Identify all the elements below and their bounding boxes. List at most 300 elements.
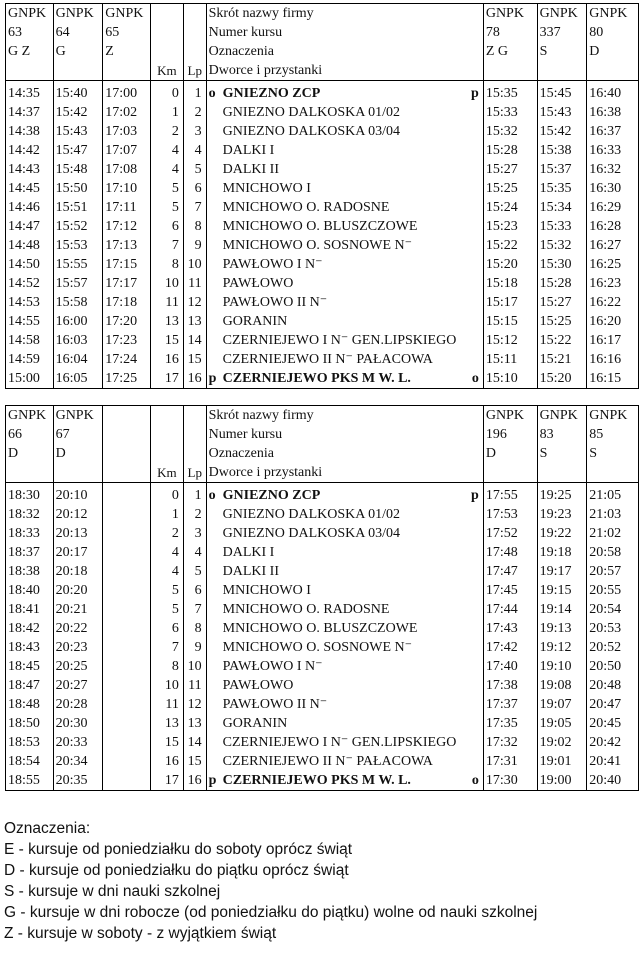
- departure-time: 17:03: [103, 122, 151, 141]
- course-num: 67: [53, 425, 103, 444]
- departure-time: 21:05: [587, 486, 639, 505]
- lp-value: 7: [183, 600, 206, 619]
- departure-time: 17:15: [103, 255, 151, 274]
- lp-value: 9: [183, 236, 206, 255]
- departure-time: 16:00: [53, 312, 103, 331]
- km-value: 4: [150, 562, 183, 581]
- km-value: 13: [150, 312, 183, 331]
- departure-time: 16:04: [53, 350, 103, 369]
- departure-time: 15:27: [483, 160, 537, 179]
- departure-time: 16:29: [587, 198, 639, 217]
- departure-time: 19:00: [537, 771, 587, 791]
- departure-time: 18:48: [6, 695, 54, 714]
- departure-time: 17:48: [483, 543, 537, 562]
- course-firm: GNPK: [483, 406, 537, 426]
- route-marker: o: [471, 773, 479, 788]
- departure-time: 20:48: [587, 676, 639, 695]
- km-value: 17: [150, 369, 183, 389]
- table-row: [6, 562, 639, 581]
- table-row: [6, 752, 639, 771]
- departure-time: 18:33: [6, 524, 54, 543]
- lp-value: 4: [183, 141, 206, 160]
- course-mark: D: [6, 444, 54, 463]
- departure-time: 15:30: [537, 255, 587, 274]
- departure-time: 15:33: [483, 103, 537, 122]
- lp-value: 5: [183, 562, 206, 581]
- departure-time: 17:30: [483, 771, 537, 791]
- route-marker: o: [208, 86, 216, 101]
- stop-name: PAWŁOWO II N⁻: [222, 295, 328, 310]
- course-firm: GNPK: [537, 406, 587, 426]
- departure-time: 17:45: [483, 581, 537, 600]
- lp-value: 11: [183, 676, 206, 695]
- departure-time: 15:32: [483, 122, 537, 141]
- departure-time: 20:50: [587, 657, 639, 676]
- departure-time: 15:35: [483, 84, 537, 103]
- lp-value: 7: [183, 198, 206, 217]
- km-value: 2: [150, 122, 183, 141]
- lp-value: 5: [183, 160, 206, 179]
- stop-name: CZERNIEJEWO II N⁻ PAŁACOWA: [222, 754, 433, 769]
- course-num: 83: [537, 425, 587, 444]
- departure-time: 14:42: [6, 141, 54, 160]
- departure-time: 20:21: [53, 600, 103, 619]
- course-mark: [103, 444, 151, 463]
- stop-name: MNICHOWO O. RADOSNE: [222, 200, 390, 215]
- departure-time: 16:28: [587, 217, 639, 236]
- km-header: Km: [150, 61, 183, 81]
- departure-time: 17:24: [103, 350, 151, 369]
- departure-time: 15:28: [483, 141, 537, 160]
- departure-time: 15:27: [537, 293, 587, 312]
- departure-time: [103, 733, 151, 752]
- departure-time: 19:25: [537, 486, 587, 505]
- course-mark: G: [53, 42, 103, 61]
- course-mark: D: [53, 444, 103, 463]
- stop-name: CZERNIEJEWO PKS M W. L.: [222, 773, 411, 788]
- km-value: 11: [150, 695, 183, 714]
- stop-name: DALKI I: [222, 545, 275, 560]
- departure-time: 18:54: [6, 752, 54, 771]
- lp-header: Lp: [183, 463, 206, 483]
- km-value: 16: [150, 350, 183, 369]
- departure-time: 17:52: [483, 524, 537, 543]
- departure-time: 20:35: [53, 771, 103, 791]
- km-value: 8: [150, 657, 183, 676]
- stop-name: GNIEZNO DALKOSKA 03/04: [222, 124, 400, 139]
- table-row: [6, 505, 639, 524]
- departure-time: [103, 638, 151, 657]
- departure-time: 20:10: [53, 486, 103, 505]
- departure-time: 20:30: [53, 714, 103, 733]
- km-value: 15: [150, 733, 183, 752]
- table-row: [6, 236, 639, 255]
- departure-time: 20:23: [53, 638, 103, 657]
- departure-time: 20:47: [587, 695, 639, 714]
- departure-time: 14:45: [6, 179, 54, 198]
- lp-value: 16: [183, 771, 206, 791]
- stop-name: MNICHOWO O. RADOSNE: [222, 602, 390, 617]
- departure-time: 14:48: [6, 236, 54, 255]
- departure-time: 17:18: [103, 293, 151, 312]
- table-row: [6, 543, 639, 562]
- departure-time: 16:03: [53, 331, 103, 350]
- departure-time: 18:41: [6, 600, 54, 619]
- table-row: [6, 331, 639, 350]
- departure-time: 15:51: [53, 198, 103, 217]
- table-row: [6, 619, 639, 638]
- departure-time: 17:13: [103, 236, 151, 255]
- stop-name: MNICHOWO O. SOSNOWE N⁻: [222, 238, 413, 253]
- stop-name: CZERNIEJEWO PKS M W. L.: [222, 371, 411, 386]
- route-marker: o: [471, 371, 479, 386]
- stop-name: CZERNIEJEWO I N⁻ GEN.LIPSKIEGO: [222, 735, 457, 750]
- departure-time: 15:47: [53, 141, 103, 160]
- departure-time: 19:02: [537, 733, 587, 752]
- departure-time: 14:47: [6, 217, 54, 236]
- departure-time: 20:17: [53, 543, 103, 562]
- departure-time: 15:12: [483, 331, 537, 350]
- route-marker: p: [471, 488, 479, 503]
- table-row: [6, 350, 639, 369]
- stop-name: MNICHOWO O. BLUSZCZOWE: [222, 621, 418, 636]
- departure-time: 20:40: [587, 771, 639, 791]
- departure-time: 15:35: [537, 179, 587, 198]
- departure-time: 17:17: [103, 274, 151, 293]
- km-value: 5: [150, 581, 183, 600]
- course-firm: GNPK: [103, 4, 151, 24]
- course-mark: S: [587, 444, 639, 463]
- departure-time: 15:25: [537, 312, 587, 331]
- lp-value: 1: [183, 486, 206, 505]
- departure-time: 17:07: [103, 141, 151, 160]
- departure-time: 20:33: [53, 733, 103, 752]
- departure-time: 14:53: [6, 293, 54, 312]
- route-marker: p: [208, 773, 217, 788]
- departure-time: 17:11: [103, 198, 151, 217]
- departure-time: 20:22: [53, 619, 103, 638]
- departure-time: 19:22: [537, 524, 587, 543]
- stops-header: Dworce i przystanki: [206, 463, 483, 483]
- km-value: 2: [150, 524, 183, 543]
- departure-time: 17:00: [103, 84, 151, 103]
- departure-time: 17:20: [103, 312, 151, 331]
- departure-time: 20:57: [587, 562, 639, 581]
- departure-time: 16:17: [587, 331, 639, 350]
- header-label: Skrót nazwy firmy: [206, 406, 483, 426]
- departure-time: [103, 486, 151, 505]
- course-mark: G Z: [6, 42, 54, 61]
- departure-time: 16:30: [587, 179, 639, 198]
- stop-name: GNIEZNO ZCP: [222, 86, 321, 101]
- departure-time: 15:20: [483, 255, 537, 274]
- km-value: 6: [150, 217, 183, 236]
- departure-time: 19:01: [537, 752, 587, 771]
- header-label: Oznaczenia: [206, 444, 483, 463]
- table-row: [6, 714, 639, 733]
- departure-time: 18:53: [6, 733, 54, 752]
- departure-time: 18:32: [6, 505, 54, 524]
- departure-time: 17:31: [483, 752, 537, 771]
- table-row: [6, 179, 639, 198]
- km-value: 10: [150, 676, 183, 695]
- departure-time: 19:14: [537, 600, 587, 619]
- departure-time: 14:59: [6, 350, 54, 369]
- departure-time: 16:25: [587, 255, 639, 274]
- departure-time: 17:08: [103, 160, 151, 179]
- departure-time: [103, 714, 151, 733]
- departure-time: 20:12: [53, 505, 103, 524]
- departure-time: 18:38: [6, 562, 54, 581]
- departure-time: 20:28: [53, 695, 103, 714]
- departure-time: 17:42: [483, 638, 537, 657]
- course-num: 337: [537, 23, 587, 42]
- timetable-1: [5, 3, 639, 389]
- departure-time: 20:34: [53, 752, 103, 771]
- course-num: 66: [6, 425, 54, 444]
- departure-time: 17:53: [483, 505, 537, 524]
- departure-time: 15:25: [483, 179, 537, 198]
- lp-value: 2: [183, 505, 206, 524]
- km-value: 7: [150, 638, 183, 657]
- departure-time: 20:52: [587, 638, 639, 657]
- course-num: 196: [483, 425, 537, 444]
- departure-time: 16:20: [587, 312, 639, 331]
- route-marker: p: [471, 86, 479, 101]
- departure-time: 17:40: [483, 657, 537, 676]
- timetable-2: [5, 405, 639, 791]
- lp-value: 2: [183, 103, 206, 122]
- lp-value: 15: [183, 350, 206, 369]
- departure-time: 15:34: [537, 198, 587, 217]
- course-firm: GNPK: [6, 406, 54, 426]
- table-row: [6, 217, 639, 236]
- course-mark: S: [537, 42, 587, 61]
- legend-item: S - kursuje w dni nauki szkolnej: [4, 883, 221, 900]
- departure-time: 20:13: [53, 524, 103, 543]
- departure-time: 20:41: [587, 752, 639, 771]
- stop-name: GORANIN: [222, 314, 288, 329]
- lp-value: 3: [183, 122, 206, 141]
- departure-time: 18:47: [6, 676, 54, 695]
- course-firm: [103, 406, 151, 426]
- departure-time: 15:28: [537, 274, 587, 293]
- departure-time: 19:17: [537, 562, 587, 581]
- table-row: [6, 695, 639, 714]
- departure-time: 15:37: [537, 160, 587, 179]
- departure-time: [103, 619, 151, 638]
- lp-value: 8: [183, 619, 206, 638]
- course-mark: D: [587, 42, 639, 61]
- lp-value: 14: [183, 733, 206, 752]
- departure-time: 20:54: [587, 600, 639, 619]
- table-row: [6, 600, 639, 619]
- departure-time: 20:55: [587, 581, 639, 600]
- table-row: [6, 84, 639, 103]
- departure-time: 17:32: [483, 733, 537, 752]
- km-value: 4: [150, 543, 183, 562]
- table-row: [6, 293, 639, 312]
- departure-time: 15:23: [483, 217, 537, 236]
- departure-time: 17:55: [483, 486, 537, 505]
- departure-time: 15:50: [53, 179, 103, 198]
- legend-item: Z - kursuje w soboty - z wyjątkiem świąt: [4, 925, 277, 942]
- lp-value: 12: [183, 695, 206, 714]
- course-num: 65: [103, 23, 151, 42]
- lp-value: 15: [183, 752, 206, 771]
- stop-name: MNICHOWO I: [222, 583, 311, 598]
- departure-time: 20:27: [53, 676, 103, 695]
- lp-value: 12: [183, 293, 206, 312]
- course-num: [103, 425, 151, 444]
- km-value: 4: [150, 141, 183, 160]
- lp-value: 16: [183, 369, 206, 389]
- table-row: [6, 122, 639, 141]
- course-num: 85: [587, 425, 639, 444]
- stop-name: CZERNIEJEWO II N⁻ PAŁACOWA: [222, 352, 433, 367]
- departure-time: 16:40: [587, 84, 639, 103]
- km-value: 13: [150, 714, 183, 733]
- km-value: 1: [150, 505, 183, 524]
- stop-name: DALKI II: [222, 162, 280, 177]
- departure-time: 14:46: [6, 198, 54, 217]
- departure-time: 17:38: [483, 676, 537, 695]
- course-mark: Z G: [483, 42, 537, 61]
- lp-value: 6: [183, 179, 206, 198]
- km-value: 5: [150, 179, 183, 198]
- lp-value: 11: [183, 274, 206, 293]
- departure-time: 16:32: [587, 160, 639, 179]
- lp-value: 10: [183, 255, 206, 274]
- table-row: [6, 160, 639, 179]
- km-value: 7: [150, 236, 183, 255]
- lp-value: 14: [183, 331, 206, 350]
- departure-time: 20:53: [587, 619, 639, 638]
- stops-header: Dworce i przystanki: [206, 61, 483, 81]
- departure-time: 16:22: [587, 293, 639, 312]
- departure-time: 20:18: [53, 562, 103, 581]
- course-mark: D: [483, 444, 537, 463]
- km-value: 17: [150, 771, 183, 791]
- course-num: 80: [587, 23, 639, 42]
- km-value: 0: [150, 486, 183, 505]
- stop-name: MNICHOWO I: [222, 181, 311, 196]
- route-marker: p: [208, 371, 217, 386]
- departure-time: 17:12: [103, 217, 151, 236]
- departure-time: 15:43: [53, 122, 103, 141]
- course-firm: GNPK: [537, 4, 587, 24]
- departure-time: 15:48: [53, 160, 103, 179]
- departure-time: 19:08: [537, 676, 587, 695]
- stop-name: DALKI I: [222, 143, 275, 158]
- lp-value: 6: [183, 581, 206, 600]
- km-value: 4: [150, 160, 183, 179]
- departure-time: 15:20: [537, 369, 587, 389]
- header-label: Numer kursu: [206, 23, 483, 42]
- departure-time: 15:55: [53, 255, 103, 274]
- legend: [4, 818, 537, 944]
- departure-time: 16:05: [53, 369, 103, 389]
- departure-time: 18:30: [6, 486, 54, 505]
- km-value: 1: [150, 103, 183, 122]
- stop-name: GNIEZNO DALKOSKA 01/02: [222, 507, 400, 522]
- table-row: [6, 369, 639, 389]
- table-row: [6, 524, 639, 543]
- departure-time: 14:37: [6, 103, 54, 122]
- departure-time: 14:52: [6, 274, 54, 293]
- stop-name: PAWŁOWO: [222, 678, 294, 693]
- departure-time: 17:44: [483, 600, 537, 619]
- departure-time: 17:43: [483, 619, 537, 638]
- departure-time: 16:15: [587, 369, 639, 389]
- table-row: [6, 198, 639, 217]
- course-num: 63: [6, 23, 54, 42]
- table-row: [6, 676, 639, 695]
- departure-time: [103, 581, 151, 600]
- departure-time: 17:35: [483, 714, 537, 733]
- course-mark: Z: [103, 42, 151, 61]
- lp-value: 13: [183, 312, 206, 331]
- stop-name: GNIEZNO ZCP: [222, 488, 321, 503]
- departure-time: 15:21: [537, 350, 587, 369]
- departure-time: 15:10: [483, 369, 537, 389]
- header-label: Oznaczenia: [206, 42, 483, 61]
- departure-time: [103, 543, 151, 562]
- course-firm: GNPK: [6, 4, 54, 24]
- departure-time: 15:18: [483, 274, 537, 293]
- departure-time: 19:10: [537, 657, 587, 676]
- departure-time: 21:03: [587, 505, 639, 524]
- departure-time: 18:45: [6, 657, 54, 676]
- course-firm: GNPK: [53, 4, 103, 24]
- course-num: 78: [483, 23, 537, 42]
- stop-name: PAWŁOWO II N⁻: [222, 697, 328, 712]
- departure-time: 17:37: [483, 695, 537, 714]
- km-value: 8: [150, 255, 183, 274]
- course-num: 64: [53, 23, 103, 42]
- departure-time: 14:58: [6, 331, 54, 350]
- stop-name: PAWŁOWO I N⁻: [222, 659, 323, 674]
- departure-time: 14:43: [6, 160, 54, 179]
- lp-value: 3: [183, 524, 206, 543]
- departure-time: 15:22: [537, 331, 587, 350]
- departure-time: 19:18: [537, 543, 587, 562]
- table-row: [6, 771, 639, 791]
- departure-time: [103, 771, 151, 791]
- departure-time: 15:22: [483, 236, 537, 255]
- departure-time: 16:38: [587, 103, 639, 122]
- route-marker: o: [208, 488, 216, 503]
- departure-time: 15:33: [537, 217, 587, 236]
- km-value: 5: [150, 198, 183, 217]
- course-firm: GNPK: [587, 406, 639, 426]
- departure-time: 15:38: [537, 141, 587, 160]
- departure-time: 16:27: [587, 236, 639, 255]
- departure-time: 18:37: [6, 543, 54, 562]
- lp-value: 1: [183, 84, 206, 103]
- departure-time: 17:25: [103, 369, 151, 389]
- departure-time: 14:50: [6, 255, 54, 274]
- departure-time: [103, 600, 151, 619]
- departure-time: 19:23: [537, 505, 587, 524]
- table-row: [6, 638, 639, 657]
- departure-time: 19:13: [537, 619, 587, 638]
- departure-time: 17:47: [483, 562, 537, 581]
- departure-time: [103, 524, 151, 543]
- course-mark: S: [537, 444, 587, 463]
- stop-name: PAWŁOWO I N⁻: [222, 257, 323, 272]
- legend-item: G - kursuje w dni robocze (od poniedziałku do piątku) wolne od nauki szkolnej: [4, 904, 538, 921]
